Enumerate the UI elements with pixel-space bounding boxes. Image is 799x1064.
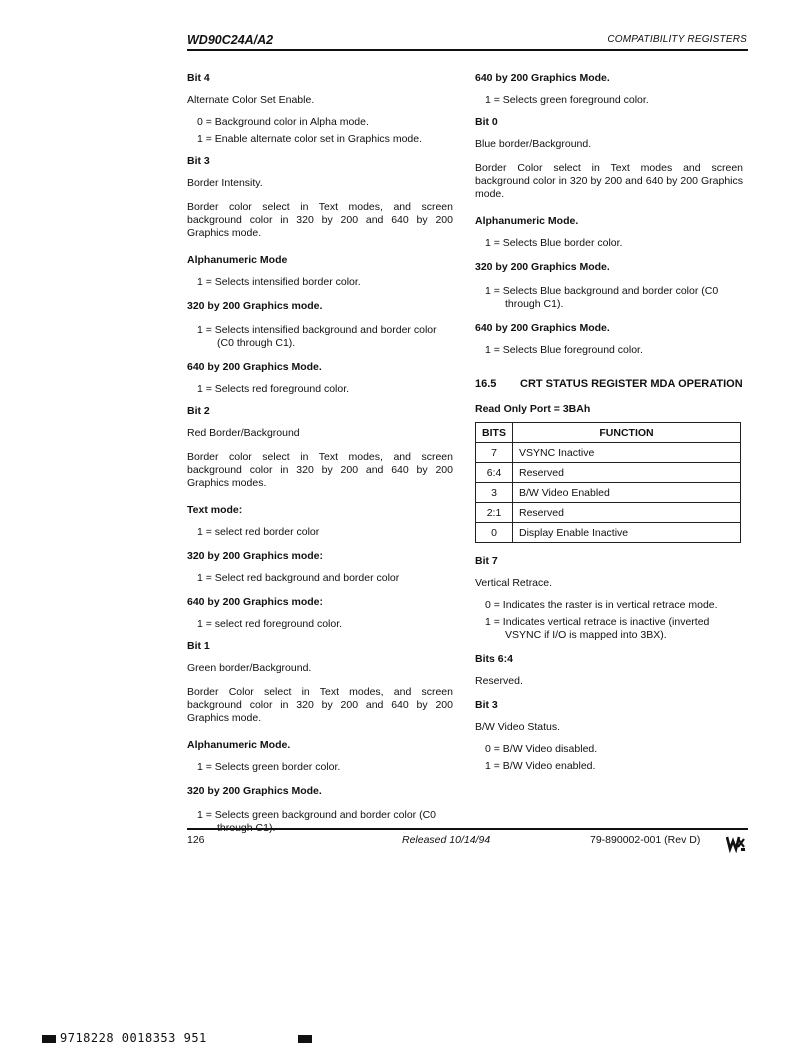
body-text: 0 = Background color in Alpha mode. <box>197 116 369 128</box>
subheading: Bit 3 <box>475 699 498 711</box>
table-row <box>476 503 741 523</box>
subheading: 320 by 200 Graphics mode. <box>187 300 323 312</box>
footer-rule <box>187 828 748 830</box>
document-number: 79-890002-001 (Rev D) <box>590 834 701 846</box>
barcode-block-left <box>42 1035 56 1043</box>
table-row <box>476 463 741 483</box>
body-text: 1 = Selects red foreground color. <box>197 383 350 395</box>
table-cell-bits: 7 <box>476 443 513 463</box>
barcode-block-right <box>298 1035 312 1043</box>
body-text: 1 = Enable alternate color set in Graphics mode. <box>197 133 423 145</box>
subheading: 640 by 200 Graphics Mode. <box>187 361 322 373</box>
document-id: WD90C24A/A2 <box>187 33 274 47</box>
body-text: 1 = Selects Blue background and border color (C0 through C1). <box>485 285 719 310</box>
subheading: 640 by 200 Graphics Mode. <box>475 322 610 334</box>
table-cell-bits: 6:4 <box>476 463 513 483</box>
barcode-number: 9718228 0018353 951 <box>60 1031 207 1045</box>
table-cell-function: B/W Video Enabled <box>513 483 741 503</box>
body-text: 0 = Indicates the raster is in vertical retrace mode. <box>485 599 718 611</box>
body-text: Vertical Retrace. <box>475 577 553 589</box>
table-cell-function: VSYNC Inactive <box>513 443 741 463</box>
subheading: Text mode: <box>187 504 243 516</box>
body-text: B/W Video Status. <box>475 721 561 733</box>
body-text: 1 = select red foreground color. <box>197 618 343 630</box>
body-text: 1 = Selects green border color. <box>197 761 341 773</box>
subheading: Bit 2 <box>187 405 210 417</box>
right-column-bottom <box>475 555 743 773</box>
table-cell-function: Reserved <box>513 503 741 523</box>
body-text: Blue border/Background. <box>475 138 592 150</box>
table-row <box>476 443 741 463</box>
subheading: Alphanumeric Mode. <box>187 739 291 751</box>
table-header-bits: BITS <box>476 423 513 443</box>
table-cell-bits: 0 <box>476 523 513 543</box>
body-text: Green border/Background. <box>187 662 312 674</box>
body-text: 1 = Selects intensified border color. <box>197 276 361 288</box>
body-text: Border Color select in Text modes, and screen background color in 320 by 200 and 640 by 200 Graphics mode. <box>187 686 453 724</box>
section-title: COMPATIBILITY REGISTERS <box>607 34 747 45</box>
body-text: 1 = Selects intensified background and border color (C0 through C1). <box>197 324 437 349</box>
subheading: 640 by 200 Graphics mode: <box>187 596 323 608</box>
subheading: Alphanumeric Mode <box>187 254 288 266</box>
subheading: Alphanumeric Mode. <box>475 215 579 227</box>
subheading: Bit 7 <box>475 555 498 567</box>
table-cell-function: Reserved <box>513 463 741 483</box>
body-text: 1 = Selects green background and border color (C0 through C1). <box>197 809 437 834</box>
section-heading-title: CRT STATUS REGISTER MDA OPERATION <box>520 378 743 390</box>
table-header-row <box>476 423 741 443</box>
subheading: 320 by 200 Graphics Mode. <box>475 261 610 273</box>
subheading: Bit 4 <box>187 72 210 84</box>
subheading: 640 by 200 Graphics Mode. <box>475 72 610 84</box>
section-number: 16.5 <box>475 378 497 390</box>
right-column <box>475 72 743 773</box>
body-text: 1 = Indicates vertical retrace is inactive (inverted VSYNC if I/O is mapped into 3BX). <box>485 616 710 641</box>
register-table <box>475 422 741 543</box>
wd-logo-icon <box>726 833 746 858</box>
right-column-top <box>475 72 743 357</box>
table-row <box>476 483 741 503</box>
body-text: Border color select in Text modes, and screen background color in 320 by 200 and 640 by 200 Graphics mode. <box>187 201 453 239</box>
subheading: 320 by 200 Graphics mode: <box>187 550 323 562</box>
page-number: 126 <box>187 834 205 846</box>
body-text: 1 = select red border color <box>197 526 320 538</box>
body-text: Reserved. <box>475 675 523 687</box>
section-heading <box>475 377 743 391</box>
table-cell-bits: 2:1 <box>476 503 513 523</box>
body-text: 1 = Select red background and border color <box>197 572 400 584</box>
body-text: Alternate Color Set Enable. <box>187 94 315 106</box>
body-text: Border color select in Text modes, and screen background color in 320 by 200 and 640 by 200 Graphics modes. <box>187 451 453 489</box>
header-rule <box>187 49 748 51</box>
body-text: 1 = Selects green foreground color. <box>485 94 649 106</box>
body-text: Border Color select in Text modes and screen background color in 320 by 200 and 640 by 200 Graphics mode. <box>475 162 743 200</box>
body-text: 1 = B/W Video enabled. <box>485 760 596 772</box>
subheading: Bit 1 <box>187 640 210 652</box>
subheading: Bit 3 <box>187 155 210 167</box>
table-row <box>476 523 741 543</box>
subheading: Bit 0 <box>475 116 498 128</box>
body-text: Border Intensity. <box>187 177 263 189</box>
body-text: Red Border/Background <box>187 427 300 439</box>
subheading: 320 by 200 Graphics Mode. <box>187 785 322 797</box>
port-line: Read Only Port = 3BAh <box>475 403 591 415</box>
body-text: 1 = Selects Blue border color. <box>485 237 623 249</box>
table-cell-bits: 3 <box>476 483 513 503</box>
body-text: 0 = B/W Video disabled. <box>485 743 598 755</box>
left-column <box>187 72 453 835</box>
table-header-function: FUNCTION <box>513 423 741 443</box>
subheading: Bits 6:4 <box>475 653 513 665</box>
release-date: Released 10/14/94 <box>402 834 491 846</box>
table-cell-function: Display Enable Inactive <box>513 523 741 543</box>
body-text: 1 = Selects Blue foreground color. <box>485 344 643 356</box>
